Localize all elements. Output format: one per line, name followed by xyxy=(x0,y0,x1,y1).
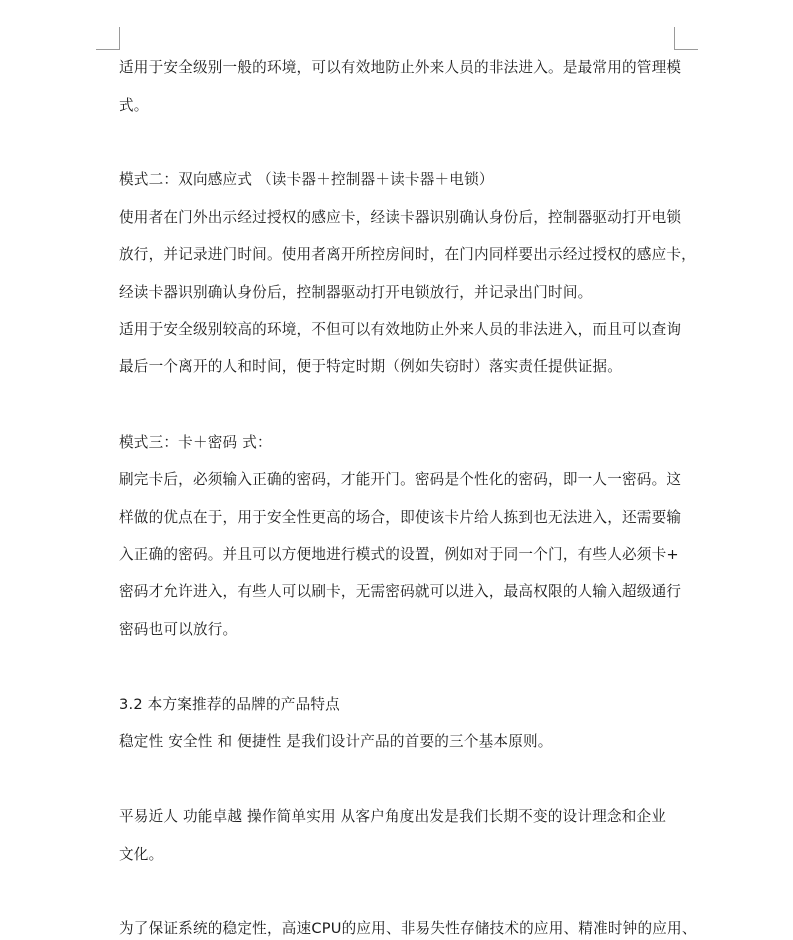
paragraph-line: 适用于安全级别较高的环境，不但可以有效地防止外来人员的非法进入，而且可以查询 xyxy=(119,321,682,338)
paragraph-line: 放行，并记录进门时间。使用者离开所控房间时，在门内同样要出示经过授权的感应卡， xyxy=(119,246,696,263)
crop-mark-top-left xyxy=(96,27,120,50)
paragraph-line: 入正确的密码。并且可以方便地进行模式的设置，例如对于同一个门，有些人必须卡+ xyxy=(119,546,679,563)
paragraph-line: 稳定性 安全性 和 便捷性 是我们设计产品的首要的三个基本原则。 xyxy=(119,733,553,750)
paragraph-line: 为了保证系统的稳定性，高速CPU的应用、非易失性存储技术的应用、精准时钟的应用、 xyxy=(119,920,697,937)
paragraph-line: 样做的优点在于，用于安全性更高的场合，即使该卡片给人拣到也无法进入，还需要输 xyxy=(119,509,682,526)
section-heading-mode-three: 模式三：卡＋密码 式： xyxy=(119,434,272,451)
paragraph-line: 适用于安全级别一般的环境，可以有效地防止外来人员的非法进入。是最常用的管理模 xyxy=(119,59,682,76)
section-heading-mode-two: 模式二：双向感应式 （读卡器＋控制器＋读卡器＋电锁） xyxy=(119,171,494,188)
paragraph-line: 平易近人 功能卓越 操作简单实用 从客户角度出发是我们长期不变的设计理念和企业 xyxy=(119,808,667,825)
paragraph-line: 最后一个离开的人和时间，便于特定时期（例如失窃时）落实责任提供证据。 xyxy=(119,358,622,375)
crop-mark-top-right xyxy=(674,27,698,50)
section-heading-3-2: 3.2 本方案推荐的品牌的产品特点 xyxy=(119,696,340,713)
paragraph-line: 文化。 xyxy=(119,846,164,863)
paragraph-line: 密码才允许进入，有些人可以刷卡，无需密码就可以进入，最高权限的人输入超级通行 xyxy=(119,583,682,600)
paragraph-line: 刷完卡后，必须输入正确的密码，才能开门。密码是个性化的密码，即一人一密码。这 xyxy=(119,471,682,488)
paragraph-line: 使用者在门外出示经过授权的感应卡，经读卡器识别确认身份后，控制器驱动打开电锁 xyxy=(119,209,682,226)
paragraph-line: 密码也可以放行。 xyxy=(119,621,238,638)
paragraph-line: 式。 xyxy=(119,97,149,114)
paragraph-line: 经读卡器识别确认身份后，控制器驱动打开电锁放行，并记录出门时间。 xyxy=(119,284,593,301)
